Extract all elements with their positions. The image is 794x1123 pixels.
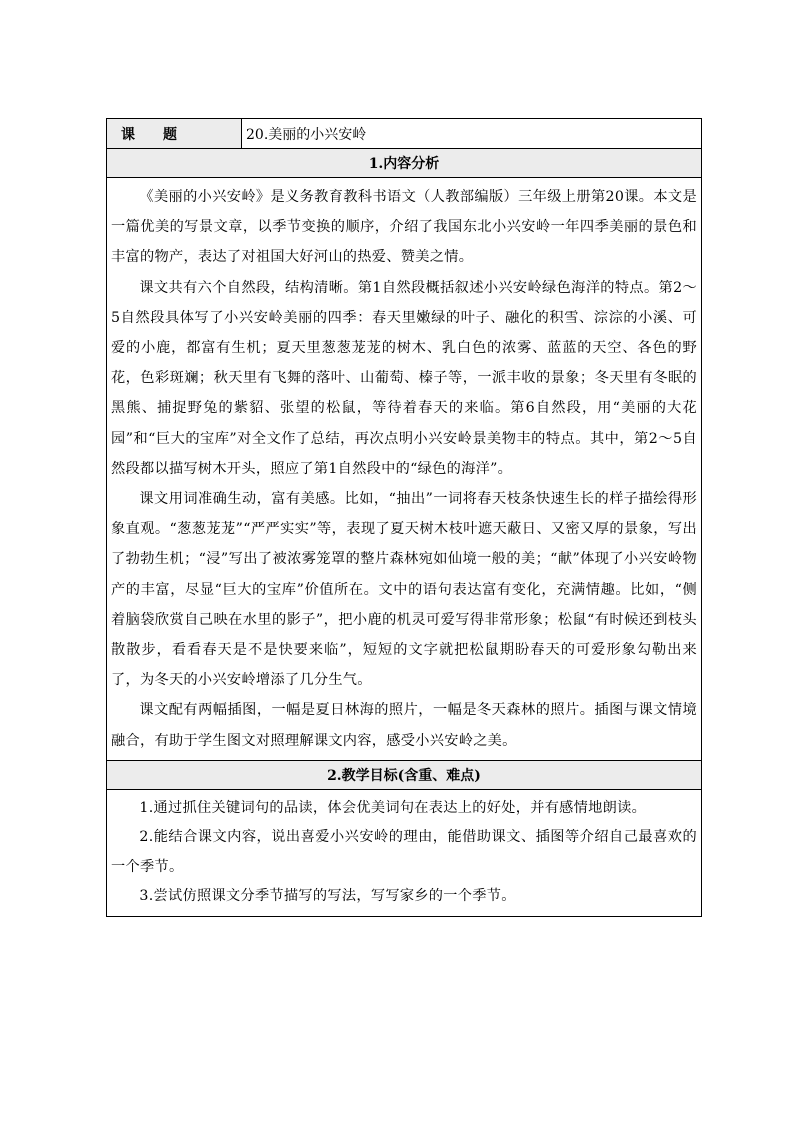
goal-3: 3.尝试仿照课文分季节描写的写法，写写家乡的一个季节。	[139, 888, 516, 905]
section2-heading: 2.教学目标(含重、难点)	[107, 760, 702, 789]
topic-label	[107, 119, 242, 149]
section1-heading: 1.内容分析	[107, 149, 702, 178]
analysis-paragraph-4: 课文配有两幅插图，一幅是夏日林海的照片，一幅是冬天森林的照片。插图与课文情境融合，有助于学生图文对照理解课文内容，感受小兴安岭之美。	[111, 702, 697, 749]
lesson-title: 20.美丽的小兴安岭	[242, 119, 702, 149]
topic-label-char-2: 题	[163, 126, 177, 143]
section1-heading-row	[107, 149, 702, 178]
goal-1: 1.通过抓住关键词句的品读，体会优美词句在表达上的好处，并有感情地朗读。	[139, 799, 647, 816]
goal-2: 2.能结合课文内容，说出喜爱小兴安岭的理由，能借助课文、插图等介绍自己最喜欢的一个季节。	[111, 829, 697, 875]
lesson-plan-table	[106, 118, 702, 917]
analysis-paragraph-1: 《美丽的小兴安岭》是义务教育教科书语文（人教部编版）三年级上册第20课。本文是一篇优美的写景文章，以季节变换的顺序，介绍了我国东北小兴安岭一年四季美丽的景色和丰富的物产，表达了对祖国大好河山的热爱、赞美之情。	[111, 189, 697, 266]
topic-label-char-1: 课	[121, 126, 135, 143]
analysis-paragraph-2: 课文共有六个自然段，结构清晰。第1自然段概括叙述小兴安岭绿色海洋的特点。第2～5自然段具体写了小兴安岭美丽的四季：春天里嫩绿的叶子、融化的积雪、淙淙的小溪、可爱的小鹿，都富有生机；夏天里葱葱茏茏的树木、乳白色的浓雾、蓝蓝的天空、各色的野花，色彩斑斓；秋天里有飞舞的落叶、山葡萄、榛子等，一派丰收的景象；冬天里有冬眠的黑熊、捕捉野兔的紫貂、张望的松鼠，等待着春天的来临。第6自然段，用“美丽的大花园”和“巨大的宝库”对全文作了总结，再次点明小兴安岭景美物丰的特点。其中，第2～5自然段都以描写树木开头，照应了第1自然段中的“绿色的海洋”。	[111, 279, 697, 477]
header-row	[107, 119, 702, 149]
section2-body-row	[107, 789, 702, 916]
section2-heading-row	[107, 760, 702, 789]
section1-body-row	[107, 178, 702, 761]
analysis-paragraph-3: 课文用词准确生动，富有美感。比如，“抽出”一词将春天枝条快速生长的样子描绘得形象直观。“葱葱茏茏”“严严实实”等，表现了夏天树木枝叶遮天蔽日、又密又厚的景象，写出了勃勃生机；“浸”写出了被浓雾笼罩的整片森林宛如仙境一般的美；“献”体现了小兴安岭物产的丰富，尽显“巨大的宝库”价值所在。文中的语句表达富有变化，充满情趣。比如，“侧着脑袋欣赏自己映在水里的影子”，把小鹿的机灵可爱写得非常形象；松鼠“有时候还到枝头散散步，看看春天是不是快要来临”，短短的文字就把松鼠期盼春天的可爱形象勾勒出来了，为冬天的小兴安岭增添了几分生气。	[111, 491, 697, 689]
teaching-goals	[107, 789, 702, 916]
content-analysis	[107, 178, 702, 761]
